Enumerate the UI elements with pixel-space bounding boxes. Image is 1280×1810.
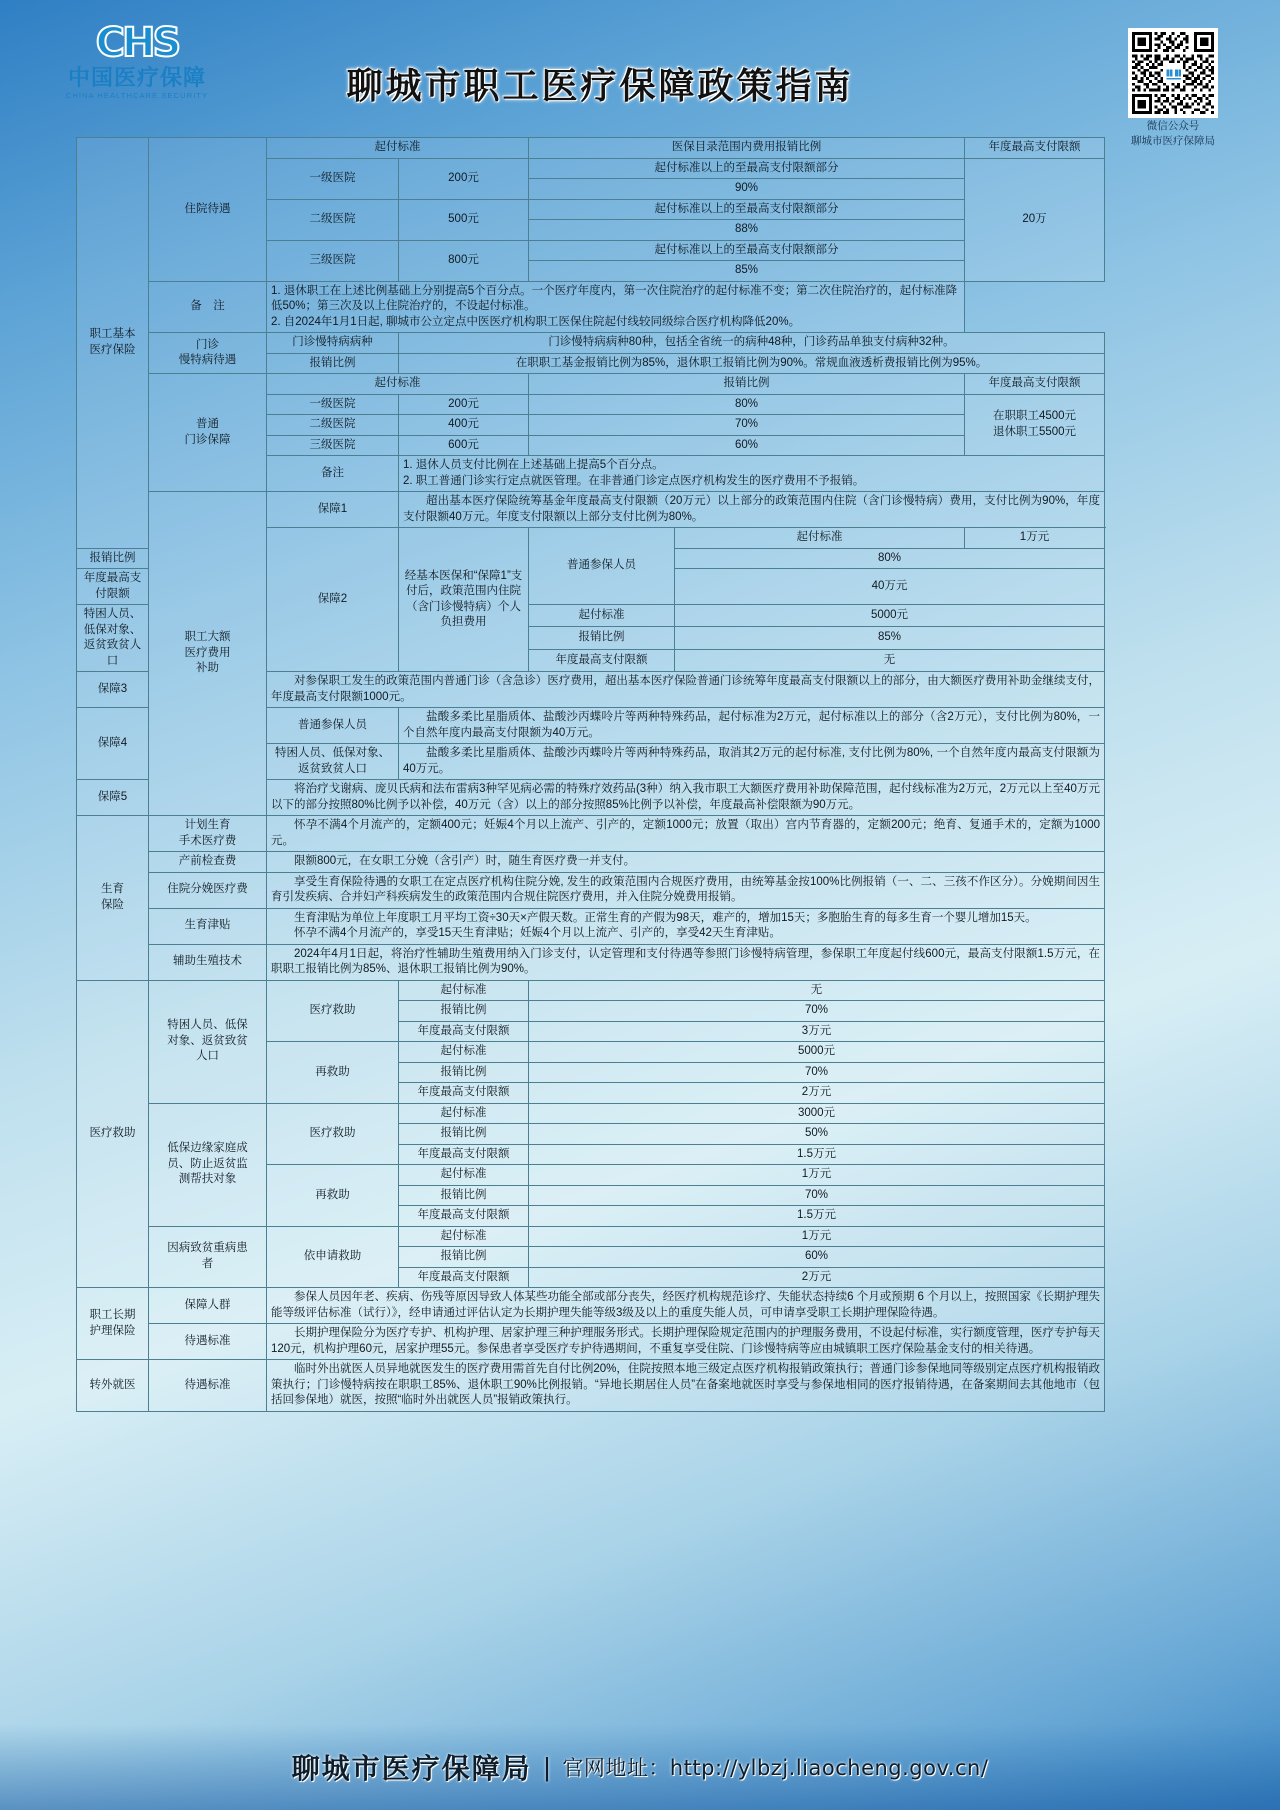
- guarantee4-ordinary-label: 普通参保人员: [267, 708, 399, 744]
- guarantee4-label: 保障4: [77, 708, 149, 780]
- outpatient-notes-cell: [399, 456, 1105, 492]
- aid-group-label: [149, 980, 267, 1103]
- row-key: 起付标准: [399, 1042, 529, 1063]
- ratio-value: 88%: [529, 220, 965, 241]
- row-key: 报销比例: [77, 548, 149, 569]
- scope-text: 起付标准以上的至最高支付限额部分: [529, 199, 965, 220]
- row-key: 年度最高支付限额: [399, 1083, 529, 1104]
- row-value: 1万元: [529, 1226, 1105, 1247]
- table-row: [77, 492, 1105, 528]
- aid-type-label: 医疗救助: [267, 980, 399, 1042]
- row-key: 起付标准: [399, 1103, 529, 1124]
- aid-type-label: 再救助: [267, 1042, 399, 1104]
- deductible-value: 200元: [399, 158, 529, 199]
- ltc-line1: 职工长期: [89, 1309, 136, 1321]
- outside-row-text: 临时外出就医人员异地就医发生的医疗费用需首先自付比例20%，住院按照本地三级定点医疗机构报销政策执行；普通门诊参保地同等级别定点医疗机构报销政策执行；门诊慢特病按在职职工85%、退休职工90%比例报销。“异地长期居住人员”在备案地就医时享受与参保地相同的医疗报销待遇，在备案期间去其他地市（包括回参保地）就医，按照“临时外出就医人员”报销政策执行。: [267, 1360, 1105, 1412]
- table-row: [77, 1324, 1105, 1360]
- maternity-label-line1: 计划生育: [184, 819, 231, 831]
- row-value: 无: [529, 980, 1105, 1001]
- row-key: 报销比例: [399, 1124, 529, 1145]
- maternity-item-text: 享受生育保险待遇的女职工在定点医疗机构住院分娩, 发生的政策范围内合规医疗费用，由统筹基金按100%比例报销（一、二、三孩不作区分）。分娩期间因生育引发疾病、合并妇产科疾病发生的政策范围内合规住院医疗费用，并入住院分娩费用报销。: [267, 872, 1105, 908]
- table-row: [77, 281, 1105, 333]
- table-row: [77, 852, 1105, 873]
- deductible-value: 500元: [399, 199, 529, 240]
- hospital-level: 二级医院: [267, 415, 399, 436]
- chs-logo: [62, 22, 212, 100]
- table-row: [77, 333, 1105, 354]
- deductible-value: 400元: [399, 415, 529, 436]
- maternity-line1: 生育: [101, 883, 124, 896]
- subsection-inpatient-label: 住院待遇: [149, 138, 267, 282]
- aid-type-label: 再救助: [267, 1165, 399, 1227]
- qr-code-icon[interactable]: [1128, 28, 1218, 118]
- guarantee5-label: 保障5: [77, 780, 149, 816]
- hospital-level: 三级医院: [267, 240, 399, 281]
- deductible-value: 200元: [399, 394, 529, 415]
- row-key: 年度最高支付限额: [399, 1021, 529, 1042]
- hospital-level: 二级医院: [267, 199, 399, 240]
- header-deductible: 起付标准: [267, 374, 529, 395]
- aid-group-line2: 者: [201, 1257, 214, 1270]
- chs-logo-mark: CHS: [95, 20, 179, 66]
- qr-caption-line1: 微信公众号: [1146, 120, 1200, 132]
- guarantee5-text: 将治疗戈谢病、庞贝氏病和法布雷病3种罕见病必需的特殊疗效药品(3种）纳入我市职工大额医疗费用补助保障范围，起付线标准为2万元，2万元以上至40万元以下的部分按照80%比例予以补偿，40万元（含）以上的部分按照85%比例予以补偿，年度最高补偿限额为90万元。: [267, 780, 1105, 816]
- guarantee4-special-text: 盐酸多柔比星脂质体、盐酸沙丙蝶呤片等两种特殊药品，取消其2万元的起付标准, 支付比例为80%, 一个自然年度内最高支付限额为40万元。: [399, 744, 1105, 780]
- aid-group-line1: 因病致贫重病患: [167, 1242, 248, 1255]
- maternity-item-label: 辅助生殖技术: [149, 944, 267, 980]
- guarantee4-special-label: 特困人员、低保对象、返贫致贫人口: [267, 744, 399, 780]
- inpatient-annual-max-value: 20万: [965, 158, 1105, 281]
- policy-table: [76, 137, 1105, 1412]
- table-row: [77, 374, 1105, 395]
- chs-logo-chinese: 中国医疗保障: [67, 65, 206, 90]
- large-subsidy-line1: 职工大额: [184, 631, 231, 644]
- maternity-item-text: 生育津贴为单位上年度职工月平均工资÷30天×产假天数。正常生育的产假为98天，难产的，增加15天；多胞胎生育的每多生育一个婴儿增加15天。 怀孕不满4个月流产的，享受15天生育津贴；妊娠4个月以上流产、引产的，享受42天生育津贴。: [267, 908, 1105, 944]
- outpatient-note-2: 2. 职工普通门诊实行定点就医管理。在非普通门诊定点医疗机构发生的医疗费用不予报销。: [403, 474, 865, 487]
- outpatient-label-line2: 门诊保障: [184, 433, 231, 446]
- row-value: 5000元: [529, 1042, 1105, 1063]
- scope-text: 起付标准以上的至最高支付限额部分: [529, 240, 965, 261]
- large-subsidy-line2: 医疗费用: [184, 646, 231, 659]
- aid-group-line2: 员、防止返贫监: [167, 1157, 248, 1170]
- guarantee1-text: 超出基本医疗保险统筹基金年度最高支付限额（20万元）以上部分的政策范围内住院（含门诊慢特病）费用，支付比例为90%，年度支付限额40万元。年度支付限额以上部分支付比例为80%。: [399, 492, 1105, 528]
- maternity-item-text: 限额800元，在女职工分娩（含引产）时，随生育医疗费一并支付。: [267, 852, 1105, 873]
- row-value: 2万元: [529, 1083, 1105, 1104]
- inpatient-note-1: 1. 退休职工在上述比例基础上分别提高5个百分点。一个医疗年度内，第一次住院治疗的起付标准不变；第二次住院治疗的，起付标准降低50%；第三次及以上住院治疗的，不设起付标准。: [271, 284, 958, 312]
- guarantee4-ordinary-text: 盐酸多柔比星脂质体、盐酸沙丙蝶呤片等两种特殊药品，起付标准为2万元，起付标准以上的部分（含2万元），支付比例为80%，一个自然年度内最高支付限额为40万元。: [399, 708, 1105, 744]
- row-value: 1.5万元: [529, 1206, 1105, 1227]
- page-footer: [0, 1724, 1280, 1810]
- section-label-outside-treatment: 转外就医: [77, 1360, 149, 1412]
- ltc-line2: 护理保险: [89, 1324, 136, 1337]
- row-value: 1.5万元: [529, 1144, 1105, 1165]
- maternity-item-label: [149, 816, 267, 852]
- outpatient-label-line1: 普通: [196, 418, 219, 430]
- ltc-row1-text: 参保人员因年老、疾病、伤残等原因导致人体某些功能全部或部分丧失，经医疗机构规范诊疗、失能状态持续6 个月或预期 6 个月以上，按照国家《长期护理失能等级评估标准（试行）》，经申请通过评估认定为长期护理失能等级3级及以上的重度失能人员，可申请享受职工长期护理保险待遇。: [267, 1288, 1105, 1324]
- row-value: 85%: [675, 627, 1105, 649]
- aid-type-label: 依申请救助: [267, 1226, 399, 1288]
- header-annual-max: 年度最高支付限额: [965, 374, 1105, 395]
- footer-divider: |: [543, 1751, 551, 1782]
- ratio-value: 90%: [529, 179, 965, 200]
- guarantee2-label: 保障2: [267, 528, 399, 672]
- hospital-level: 一级医院: [267, 158, 399, 199]
- outside-row-label: 待遇标准: [149, 1360, 267, 1412]
- maternity-item-text: 怀孕不满4个月流产的，定额400元；妊娠4个月以上流产、引产的，定额1000元；放置（取出）宫内节育器的，定额200元；绝育、复通手术的，定额为1000元。: [267, 816, 1105, 852]
- outpatient-annual-max: [965, 394, 1105, 456]
- row-key: 年度最高支付限额: [399, 1206, 529, 1227]
- ratio-value: 80%: [529, 394, 965, 415]
- row-key: 年度最高支付限额: [529, 649, 675, 671]
- row-key: 报销比例: [399, 1062, 529, 1083]
- ltc-row1-label: 保障人群: [149, 1288, 267, 1324]
- guarantee3-text: 对参保职工发生的政策范围内普通门诊（含急诊）医疗费用，超出基本医疗保险普通门诊统筹年度最高支付限额以上的部分，由大额医疗费用补助金继续支付，年度最高支付限额1000元。: [267, 672, 1105, 708]
- row-value: 3万元: [529, 1021, 1105, 1042]
- table-row: [77, 1226, 1105, 1247]
- chronic-row-value: 在职职工基金报销比例为85%，退休职工报销比例为90%。常规血液透析费报销比例为95%。: [399, 353, 1105, 374]
- table-row: [77, 1288, 1105, 1324]
- deductible-value: 600元: [399, 435, 529, 456]
- header-deductible: 起付标准: [267, 138, 529, 159]
- section-label-large-subsidy: [149, 492, 267, 816]
- section-label-medical-aid: 医疗救助: [77, 980, 149, 1288]
- row-key: 报销比例: [399, 1001, 529, 1022]
- deductible-value: 800元: [399, 240, 529, 281]
- maternity-item-text: 2024年4月1日起，将治疗性辅助生殖费用纳入门诊支付，认定管理和支付待遇等参照门诊慢特病管理，参保职工年度起付线600元，最高支付限额1.5万元，在职职工报销比例为85%、退休职工报销比例为90%。: [267, 944, 1105, 980]
- row-key: 年度最高支付限额: [77, 569, 149, 605]
- header-ratio: 报销比例: [529, 374, 965, 395]
- wechat-qr-block: [1098, 28, 1248, 148]
- hospital-level: 三级医院: [267, 435, 399, 456]
- maternity-line2: 保险: [101, 898, 124, 911]
- maternity-item-label: 生育津贴: [149, 908, 267, 944]
- section-label-ltc: [77, 1288, 149, 1360]
- qr-caption-line2: 聊城市医疗保障局: [1131, 135, 1215, 147]
- ratio-value: 70%: [529, 415, 965, 436]
- row-value: 70%: [529, 1062, 1105, 1083]
- table-row: [77, 908, 1105, 944]
- row-value: 2万元: [529, 1267, 1105, 1288]
- outpatient-note-label: 备注: [267, 456, 399, 492]
- header-reimbursement-scope: 医保目录范围内费用报销比例: [529, 138, 965, 159]
- aid-group-label: [149, 1103, 267, 1226]
- chronic-row-value: 门诊慢特病病种80种，包括全省统一的病种48种，门诊药品单独支付病种32种。: [399, 333, 1105, 354]
- subsection-chronic-label: [149, 333, 267, 374]
- aid-group-line3: 人口: [196, 1050, 219, 1063]
- chronic-label-line2: 慢特病待遇: [178, 354, 237, 366]
- guarantee2-desc: 经基本医保和“保障1”支付后，政策范围内住院（含门诊慢特病）个人负担费用: [399, 528, 529, 672]
- footer-bureau-name: 聊城市医疗保障局: [291, 1752, 532, 1785]
- scope-text: 起付标准以上的至最高支付限额部分: [529, 158, 965, 179]
- section-label-basic-insurance: 职工基本医疗保险: [77, 138, 149, 549]
- ltc-row2-text: 长期护理保险分为医疗专护、机构护理、居家护理三种护理服务形式。长期护理保险规定范围内的护理服务费用，不设起付标准，实行额度管理，医疗专护每天120元，机构护理60元，居家护理55元。参保患者享受医疗专护待遇期间，不重复享受住院、门诊慢特病等应由城镇职工医疗保险基金支付的相关待遇。: [267, 1324, 1105, 1360]
- row-key: 起付标准: [675, 528, 965, 549]
- maternity-item-label: 产前检查费: [149, 852, 267, 873]
- row-value: 60%: [529, 1247, 1105, 1268]
- hospital-level: 一级医院: [267, 394, 399, 415]
- subsection-outpatient-label: [149, 374, 267, 492]
- aid-group-label: [149, 1226, 267, 1288]
- policy-table-wrapper: [76, 137, 1104, 1412]
- table-row: [77, 1103, 1105, 1124]
- aid-group-line1: 特困人员、低保: [167, 1019, 248, 1032]
- row-key: 报销比例: [529, 627, 675, 649]
- row-value: 70%: [529, 1185, 1105, 1206]
- table-row: [77, 980, 1105, 1001]
- table-row: [77, 1360, 1105, 1412]
- inpatient-note-label: 备 注: [149, 281, 267, 333]
- row-value: 70%: [529, 1001, 1105, 1022]
- row-key: 年度最高支付限额: [399, 1267, 529, 1288]
- table-row: [77, 816, 1105, 852]
- outpatient-max-line2: 退休职工5500元: [992, 425, 1077, 438]
- large-subsidy-line3: 补助: [196, 662, 219, 675]
- footer-website-url[interactable]: 官网地址：http://ylbzj.liaocheng.gov.cn/: [562, 1756, 989, 1780]
- row-value: 无: [675, 649, 1105, 671]
- section-label-maternity: [77, 816, 149, 981]
- chronic-row-key: 报销比例: [267, 353, 399, 374]
- chronic-row-key: 门诊慢特病病种: [267, 333, 399, 354]
- row-key: 起付标准: [399, 1226, 529, 1247]
- aid-group-line1: 低保边缘家庭成: [167, 1142, 248, 1155]
- row-value: 80%: [675, 548, 1105, 569]
- guarantee2-special-label: 特困人员、低保对象、返贫致贫人口: [77, 605, 149, 672]
- row-key: 报销比例: [399, 1247, 529, 1268]
- inpatient-notes-cell: [267, 281, 965, 333]
- table-row: [77, 872, 1105, 908]
- chronic-label-line1: 门诊: [196, 338, 219, 351]
- aid-group-line2: 对象、返贫致贫: [167, 1034, 248, 1047]
- table-row: [77, 944, 1105, 980]
- row-key: 报销比例: [399, 1185, 529, 1206]
- inpatient-note-2: 2. 自2024年1月1日起, 聊城市公立定点中医医疗机构职工医保住院起付线较同级综合医疗机构降低20%。: [271, 315, 801, 328]
- row-value: 3000元: [529, 1103, 1105, 1124]
- row-key: 起付标准: [399, 980, 529, 1001]
- row-key: 起付标准: [399, 1165, 529, 1186]
- page-title: 聊城市职工医疗保障政策指南: [346, 65, 854, 107]
- guarantee1-label: 保障1: [267, 492, 399, 528]
- row-value: 5000元: [675, 605, 1105, 627]
- ltc-row2-label: 待遇标准: [149, 1324, 267, 1360]
- header-annual-max: 年度最高支付限额: [965, 138, 1105, 159]
- row-key: 年度最高支付限额: [399, 1144, 529, 1165]
- table-row: [77, 138, 1105, 159]
- row-value: 1万元: [965, 528, 1105, 549]
- ratio-value: 85%: [529, 261, 965, 282]
- outpatient-note-1: 1. 退休人员支付比例在上述基础上提高5个百分点。: [403, 459, 664, 471]
- guarantee3-label: 保障3: [77, 672, 149, 708]
- outpatient-max-line1: 在职职工4500元: [992, 410, 1077, 423]
- row-value: 50%: [529, 1124, 1105, 1145]
- guarantee2-ordinary-label: 普通参保人员: [529, 528, 675, 605]
- ratio-value: 60%: [529, 435, 965, 456]
- aid-type-label: 医疗救助: [267, 1103, 399, 1165]
- row-value: 40万元: [675, 569, 1105, 605]
- row-value: 1万元: [529, 1165, 1105, 1186]
- row-key: 起付标准: [529, 605, 675, 627]
- chs-logo-english: CHINA HEALTHCARE SECURITY: [65, 91, 209, 100]
- maternity-label-line2: 手术医疗费: [178, 834, 237, 847]
- aid-group-line3: 测帮扶对象: [178, 1173, 237, 1186]
- maternity-item-label: 住院分娩医疗费: [149, 872, 267, 908]
